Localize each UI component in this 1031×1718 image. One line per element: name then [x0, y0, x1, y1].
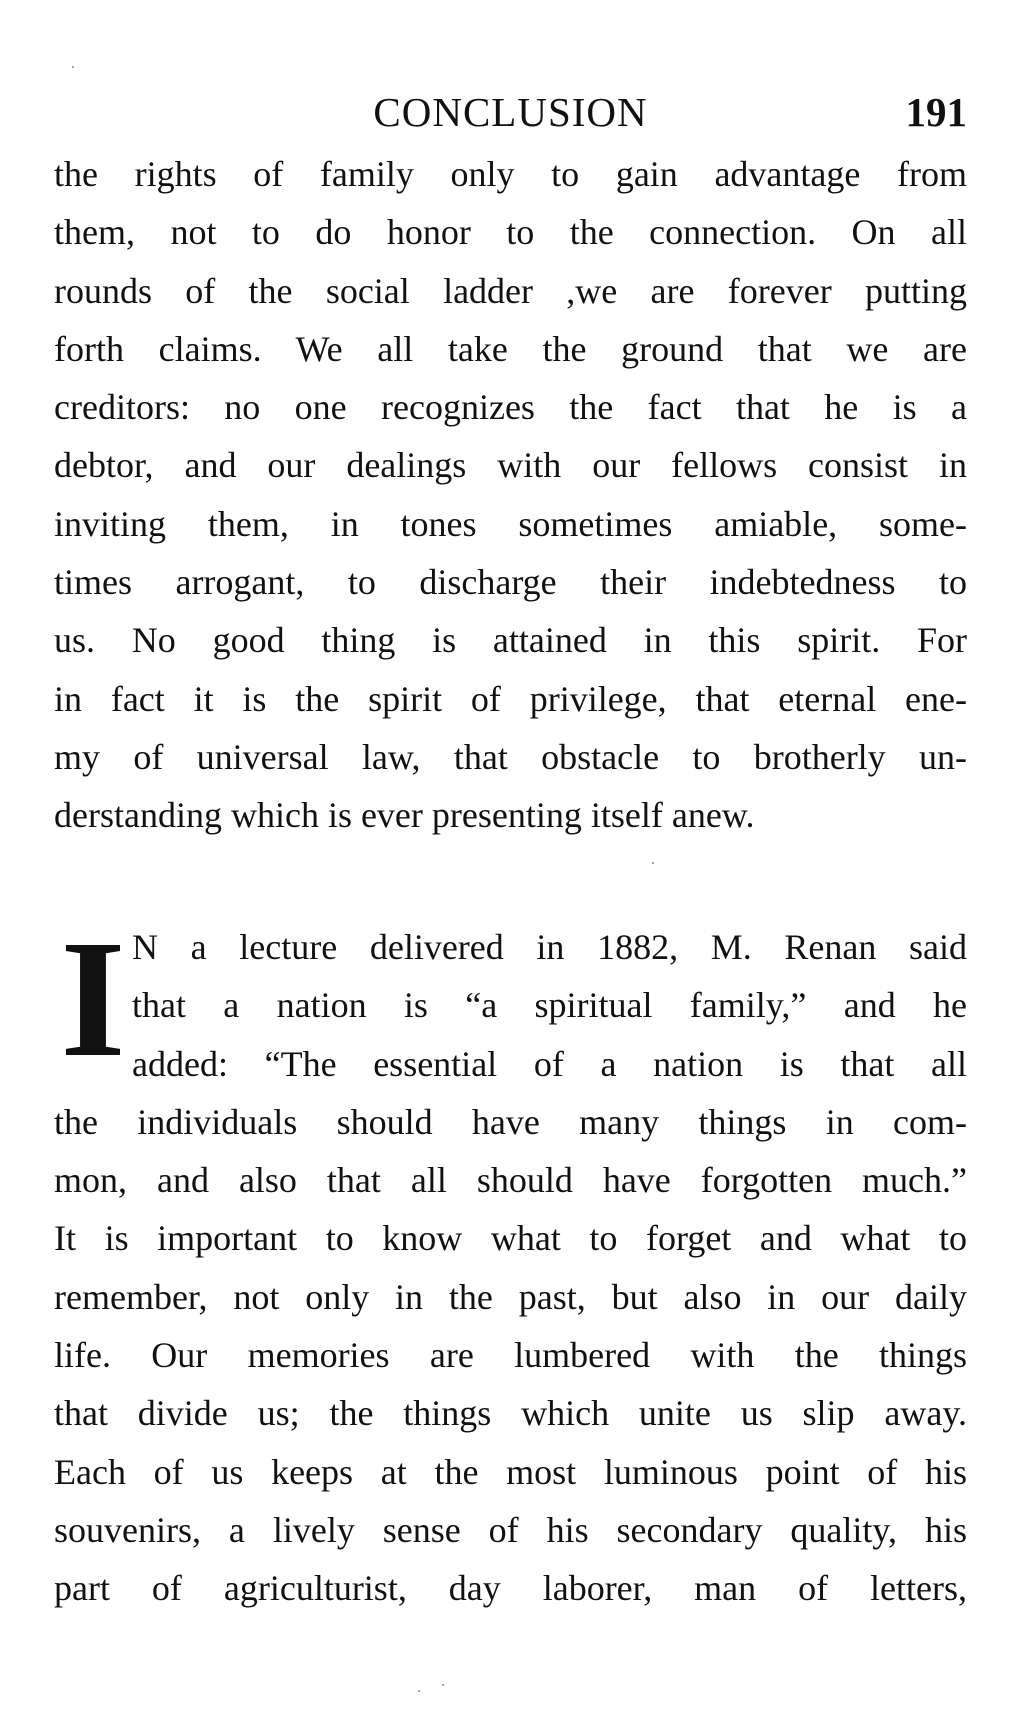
text-line: them, not to do honor to the connection. On all [54, 212, 967, 253]
print-speck [418, 1690, 420, 1692]
text-line: N a lecture delivered in 1882, M. Renan said [132, 927, 967, 967]
text-line: my of universal law, that obstacle to brotherly un- [54, 736, 967, 777]
text-line: Each of us keeps at the most luminous point of his [54, 1451, 967, 1492]
text-line: that a nation is “a spiritual family,” and he [132, 985, 967, 1026]
text-line: times arrogant, to discharge their indebtedness to [54, 562, 967, 603]
paragraph-1 [54, 145, 967, 845]
text-line: creditors: no one recognizes the fact that he is a [54, 387, 967, 428]
text-line: debtor, and our dealings with our fellows consist in [54, 445, 967, 486]
page-number: 191 [905, 89, 967, 135]
paragraph-2 [54, 918, 967, 1618]
text-line: us. No good thing is attained in this spirit. For [54, 620, 967, 661]
print-speck [652, 862, 654, 864]
print-speck [442, 1684, 444, 1686]
text-line: in fact it is the spirit of privilege, that eternal ene- [54, 678, 967, 719]
text-line: inviting them, in tones sometimes amiable, some- [54, 503, 967, 544]
text-line: souvenirs, a lively sense of his secondary quality, his [54, 1509, 967, 1550]
text-line: forth claims. We all take the ground that we are [54, 328, 967, 369]
text-line: the individuals should have many things in com- [54, 1101, 967, 1142]
text-line: part of agriculturist, day laborer, man of letters, [54, 1568, 967, 1609]
print-speck [72, 66, 74, 68]
text-line: remember, not only in the past, but also in our daily [54, 1276, 967, 1317]
text-line: life. Our memories are lumbered with the things [54, 1335, 967, 1376]
text-line: the rights of family only to gain advantage from [54, 154, 967, 194]
text-line: It is important to know what to forget and what to [54, 1218, 967, 1259]
running-title: CONCLUSION [373, 89, 648, 135]
text-line: added: “The essential of a nation is that all [132, 1043, 967, 1084]
text-line: rounds of the social ladder ,we are forever putting [54, 270, 967, 311]
drop-cap: I [60, 928, 126, 1070]
text-line: that divide us; the things which unite us slip away. [54, 1393, 967, 1434]
running-head [54, 82, 967, 142]
text-line: mon, and also that all should have forgotten much.” [54, 1160, 967, 1201]
text-line: derstanding which is ever presenting itself anew. [54, 795, 755, 836]
